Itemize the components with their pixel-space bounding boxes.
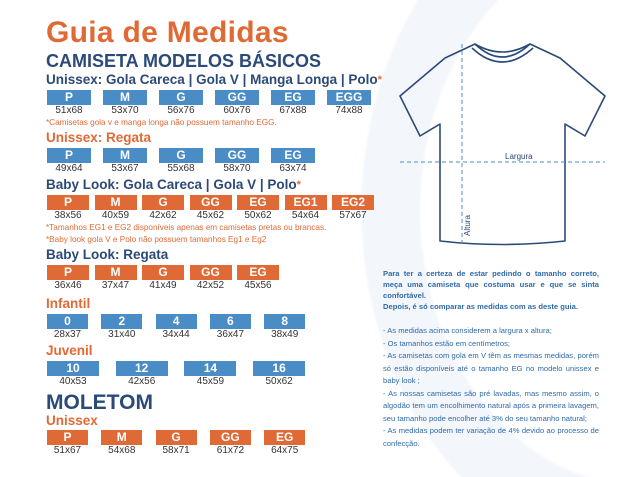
tshirt-outline-icon xyxy=(400,44,605,245)
size-label: GG xyxy=(215,90,259,105)
size-label: M xyxy=(101,430,142,445)
width-label: Largura xyxy=(505,152,533,161)
section-heading: Juvenil xyxy=(46,343,93,358)
size-cell xyxy=(101,430,142,457)
info-item: - As camisetas com gola em V têm as mesmas medidas, porém só estão disponíveis até o tamanho EG no modelo unissex e baby look ; xyxy=(383,351,599,385)
section-note: *Camisetas gola v e manga longa não possuem tamanho EGG. xyxy=(46,118,277,127)
size-label: G xyxy=(142,265,184,280)
size-label: 8 xyxy=(264,314,305,329)
moletom-heading: MOLETOM xyxy=(46,391,153,414)
size-measure: 45x59 xyxy=(196,376,225,387)
size-measure: 74x88 xyxy=(335,105,363,116)
size-measure: 55x68 xyxy=(167,163,195,174)
size-cell xyxy=(264,430,305,457)
size-measure: 40x59 xyxy=(101,210,130,221)
size-measure: 38x49 xyxy=(271,329,299,340)
size-cell xyxy=(159,90,203,117)
tshirt-diagram xyxy=(390,36,630,251)
size-measure: 51x67 xyxy=(53,445,82,456)
size-cell xyxy=(47,265,89,292)
size-measure: 54x68 xyxy=(108,445,136,456)
section-heading: Infantil xyxy=(46,296,91,311)
size-measure: 45x56 xyxy=(244,280,272,291)
size-cell xyxy=(47,148,91,175)
section-note: *Baby look gola V e Polo não possuem tamanhos Eg1 e Eg2 xyxy=(46,235,267,244)
size-measure: 56x76 xyxy=(167,105,195,116)
size-label: P xyxy=(47,148,91,163)
size-cell xyxy=(156,314,197,341)
size-cell xyxy=(190,265,232,292)
size-cell xyxy=(142,265,184,292)
size-label: P xyxy=(47,430,88,445)
size-cell xyxy=(215,90,259,117)
size-measure: 53x70 xyxy=(111,105,139,116)
size-label: GG xyxy=(190,195,232,210)
size-label: EG xyxy=(237,265,279,280)
size-label: M xyxy=(103,148,147,163)
size-label: 6 xyxy=(210,314,251,329)
size-measure: 45x62 xyxy=(196,210,225,221)
size-label: EG xyxy=(237,195,279,210)
size-label: P xyxy=(47,195,89,210)
size-label: GG xyxy=(210,430,251,445)
asterisk-mark: * xyxy=(296,179,301,191)
size-measure: 63x74 xyxy=(279,163,307,174)
size-measure: 51x68 xyxy=(55,105,83,116)
size-cell xyxy=(285,195,327,222)
size-cell xyxy=(215,148,259,175)
size-measure: 28x37 xyxy=(53,329,82,340)
size-measure: 38x56 xyxy=(54,210,82,221)
size-label: 14 xyxy=(184,361,236,376)
size-label: GG xyxy=(215,148,259,163)
size-cell xyxy=(156,430,197,457)
size-measure: 34x44 xyxy=(162,329,190,340)
size-cell xyxy=(95,265,137,292)
size-measure: 42x62 xyxy=(149,210,177,221)
page-subtitle: CAMISETA MODELOS BÁSICOS xyxy=(46,51,322,71)
size-label: EG xyxy=(271,90,315,105)
size-measure: 41x49 xyxy=(149,280,177,291)
size-measure: 54x64 xyxy=(291,210,320,221)
size-cell xyxy=(253,361,305,388)
size-cell xyxy=(47,195,89,222)
size-label: EG xyxy=(271,148,315,163)
size-label: EG2 xyxy=(332,195,374,210)
info-intro: Para ter a certeza de estar pedindo o tamanho correto, meça uma camiseta que costuma usar e que se sinta confortável. xyxy=(383,269,599,300)
asterisk-mark: * xyxy=(377,74,382,86)
size-cell xyxy=(47,314,88,341)
size-cell xyxy=(190,195,232,222)
size-cell xyxy=(237,195,279,222)
info-intro-2: Depois, é só comparar as medidas com as deste guia. xyxy=(383,302,578,311)
info-item: - As medidas podem ter variação de 4% devido ao processo de confecção. xyxy=(383,426,599,448)
size-cell xyxy=(142,195,184,222)
size-cell xyxy=(103,90,147,117)
size-measure: 60x76 xyxy=(223,105,251,116)
size-label: EG1 xyxy=(285,195,327,210)
size-cell xyxy=(47,361,99,388)
size-label: 4 xyxy=(156,314,197,329)
size-measure: 50x62 xyxy=(265,376,293,387)
size-measure: 58x70 xyxy=(223,163,251,174)
size-cell xyxy=(271,90,315,117)
size-cell xyxy=(103,148,147,175)
size-cell xyxy=(47,90,91,117)
size-cell xyxy=(332,195,374,222)
size-measure: 36x46 xyxy=(54,280,82,291)
info-item: - As nossas camisetas são pré lavadas, mas mesmo assim, o algodão tem um encolhimento natural após a primeira lavagem, seu tamanho pode encolher até 3% do seu tamanho natural; xyxy=(383,388,599,423)
size-measure: 49x64 xyxy=(55,163,83,174)
size-label: EGG xyxy=(327,90,371,105)
size-label: P xyxy=(47,265,89,280)
section-heading: Unissex: Gola Careca | Gola V | Manga Longa | Polo* xyxy=(46,72,382,87)
size-cell xyxy=(95,195,137,222)
size-label: 2 xyxy=(101,314,142,329)
size-measure: 31x40 xyxy=(108,329,136,340)
size-cell xyxy=(327,90,371,117)
size-cell xyxy=(159,148,203,175)
section-heading: Unissex: Regata xyxy=(46,130,152,145)
height-label: Altura xyxy=(463,215,472,236)
size-label: 0 xyxy=(47,314,88,329)
info-item: - As medidas acima considerem a largura x altura; xyxy=(383,326,552,335)
size-measure: 61x72 xyxy=(216,445,245,456)
page-title: Guia de Medidas xyxy=(46,16,289,49)
size-measure: 58x71 xyxy=(162,445,190,456)
section-note: *Tamanhos EG1 e EG2 disponíveis apenas em camisetas pretas ou brancas. xyxy=(46,223,327,232)
size-measure: 40x53 xyxy=(59,376,87,387)
size-label: G xyxy=(156,430,197,445)
size-label: 10 xyxy=(47,361,99,376)
size-measure: 64x75 xyxy=(271,445,299,456)
section-heading: Unissex xyxy=(46,413,98,428)
size-measure: 67x88 xyxy=(279,105,307,116)
size-measure: 42x52 xyxy=(196,280,225,291)
size-label: EG xyxy=(264,430,305,445)
size-cell xyxy=(184,361,236,388)
size-measure: 50x62 xyxy=(244,210,272,221)
size-measure: 42x56 xyxy=(128,376,156,387)
size-measure: 53x67 xyxy=(111,163,139,174)
size-cell xyxy=(237,265,279,292)
size-label: P xyxy=(47,90,91,105)
size-cell xyxy=(210,430,251,457)
size-label: M xyxy=(95,265,137,280)
size-cell xyxy=(101,314,142,341)
size-label: G xyxy=(159,90,203,105)
size-cell xyxy=(47,430,88,457)
size-label: G xyxy=(142,195,184,210)
size-measure: 57x67 xyxy=(339,210,367,221)
info-item: - Os tamanhos estão em centímetros; xyxy=(383,338,511,348)
size-measure: 36x47 xyxy=(216,329,245,340)
section-heading: Baby Look: Gola Careca | Gola V | Polo* xyxy=(46,177,301,192)
size-measure: 37x47 xyxy=(101,280,130,291)
size-label: 12 xyxy=(116,361,168,376)
size-cell xyxy=(210,314,251,341)
size-label: M xyxy=(103,90,147,105)
size-cell xyxy=(271,148,315,175)
size-cell xyxy=(264,314,305,341)
size-cell xyxy=(116,361,168,388)
size-label: 16 xyxy=(253,361,305,376)
size-label: M xyxy=(95,195,137,210)
section-heading: Baby Look: Regata xyxy=(46,247,169,262)
size-label: G xyxy=(159,148,203,163)
size-label: GG xyxy=(190,265,232,280)
info-text xyxy=(383,268,599,450)
